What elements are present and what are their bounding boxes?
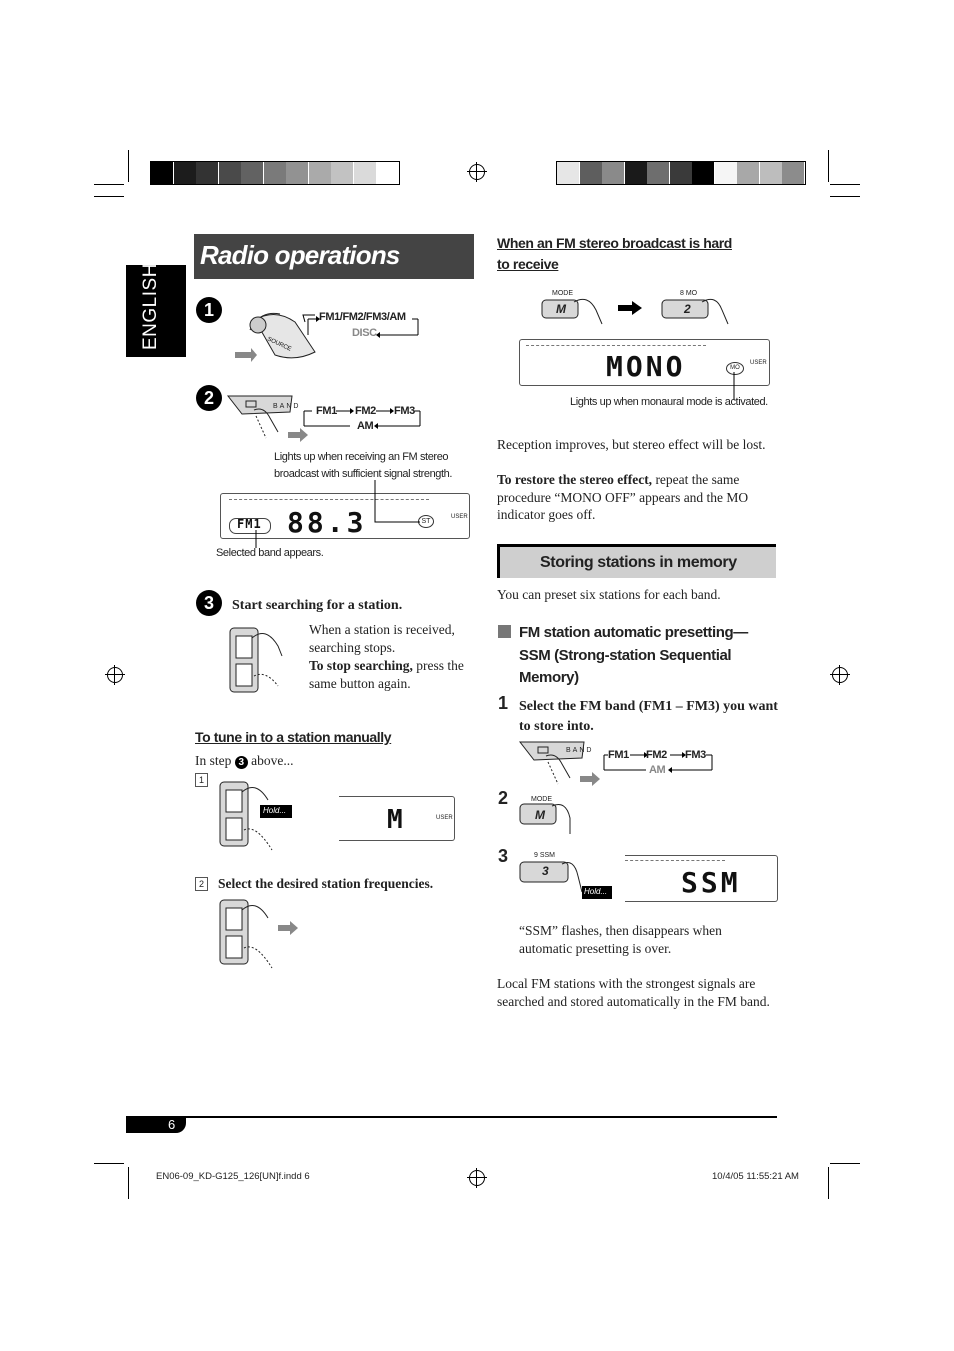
band-am: AM xyxy=(357,420,374,432)
source-label-top: FM1/FM2/FM3/AM xyxy=(319,311,406,323)
band-fm1-2: FM1 xyxy=(608,749,629,761)
color-swatch xyxy=(219,162,242,184)
slug-date: 10/4/05 11:55:21 AM xyxy=(712,1171,799,1182)
restore-bold: To restore the stereo effect, xyxy=(497,472,653,487)
mo-label: 8 MO xyxy=(680,290,698,297)
hold-badge xyxy=(260,805,292,818)
band-fm2: FM2 xyxy=(355,405,376,417)
lcd-ticks xyxy=(526,345,706,348)
lcd-mo-indicator: MO xyxy=(726,362,744,375)
preset-text: You can preset six stations for each band. xyxy=(497,587,721,602)
page-number-tab xyxy=(126,1117,186,1133)
substep-1-box: 1 xyxy=(195,773,208,787)
crop-mark xyxy=(94,184,124,185)
lcd-mono-text: MONO xyxy=(606,350,686,383)
lcd-ticks xyxy=(625,860,725,863)
color-swatch xyxy=(376,162,399,184)
hold-text-2: Hold... xyxy=(584,887,608,896)
crop-mark xyxy=(128,1167,129,1199)
seek-press-illustration xyxy=(216,898,306,973)
lcd-manual-char: M xyxy=(387,805,406,835)
band-am-2: AM xyxy=(649,764,666,776)
color-swatch xyxy=(174,162,197,184)
ssm-bullet-icon xyxy=(498,625,511,638)
color-swatch xyxy=(602,162,625,184)
footer-rule xyxy=(126,1116,777,1118)
page-number: 6 xyxy=(168,1117,176,1132)
crop-mark xyxy=(828,1167,829,1199)
registration-mark-icon xyxy=(107,667,123,683)
color-swatch xyxy=(625,162,648,184)
manual-in-step xyxy=(195,752,293,770)
color-swatch xyxy=(331,162,354,184)
registration-mark-icon xyxy=(469,1170,485,1186)
step-number-2: 2 xyxy=(196,385,222,411)
seek-buttons-illustration xyxy=(226,626,296,696)
crop-mark xyxy=(128,150,129,182)
stereo-note: Lights up when receiving an FM stereo broadcast with sufficient signal strength. xyxy=(274,451,453,480)
crop-mark xyxy=(830,1163,860,1164)
lcd-mono-user: USER xyxy=(750,360,767,366)
step3-heading: Start searching for a station. xyxy=(232,598,403,613)
color-swatch xyxy=(782,162,805,184)
step3-stop-bold: To stop searching, xyxy=(309,658,413,673)
right-step-2: 2 xyxy=(498,788,509,808)
page-title: Radio operations xyxy=(200,240,400,270)
registration-mark-icon xyxy=(469,164,485,180)
band-button-label: BAND xyxy=(273,403,301,410)
slug-file: EN06-09_KD-G125_126[UN]f.indd 6 xyxy=(156,1171,310,1182)
color-swatch xyxy=(151,162,174,184)
mono-caption: Lights up when monaural mode is activated. xyxy=(570,396,768,408)
lcd-band-text: FM1 xyxy=(237,517,262,531)
color-swatch xyxy=(737,162,760,184)
selected-band-caption: Selected band appears. xyxy=(216,547,324,559)
lcd-display-ssm xyxy=(625,855,778,902)
restore-rest: repeat the same procedure “MONO OFF” appears and the MO indicator goes off. xyxy=(497,472,749,522)
color-swatch xyxy=(286,162,309,184)
mode-label-2: MODE xyxy=(531,796,552,803)
source-label-disc: DISC xyxy=(352,327,377,339)
crop-mark xyxy=(828,150,829,182)
crop-mark xyxy=(94,196,124,197)
band-fm3-2: FM3 xyxy=(685,749,706,761)
reception-text: Reception improves, but stereo effect will be lost. xyxy=(497,437,766,452)
manual-heading: To tune in to a station manually xyxy=(195,729,392,745)
color-swatch xyxy=(647,162,670,184)
color-bar-right xyxy=(556,161,806,185)
ssm-key-label: 9 SSM xyxy=(534,852,556,859)
color-swatch xyxy=(264,162,287,184)
local-text: Local FM stations with the strongest signals are searched and stored automatically in the FM band. xyxy=(497,976,770,1009)
color-swatch xyxy=(715,162,738,184)
manual-step-ref: 3 xyxy=(235,756,248,769)
registration-mark-icon xyxy=(832,667,848,683)
color-bar-left xyxy=(150,161,400,185)
ssm-key: 3 xyxy=(542,864,549,878)
substep-2-text: Select the desired station frequencies. xyxy=(218,876,434,891)
color-swatch xyxy=(692,162,715,184)
section-title-bar xyxy=(194,234,474,279)
mode-key-2: M xyxy=(535,808,545,822)
preset2-button-illustration xyxy=(660,290,740,335)
lcd-ssm-text: SSM xyxy=(681,866,741,899)
substep-2-box: 2 xyxy=(195,877,208,891)
hold-text: Hold... xyxy=(263,806,287,815)
mo-key: 2 xyxy=(684,302,691,316)
step-number-3: 3 xyxy=(196,590,222,616)
step3-stop-rest: press the same button again. xyxy=(309,658,464,691)
crop-mark xyxy=(830,196,860,197)
step-number-1: 1 xyxy=(196,297,222,323)
ssm-flash-text: “SSM” flashes, then disappears when automatic presetting is over. xyxy=(519,923,722,956)
color-swatch xyxy=(354,162,377,184)
lcd-frequency: 88.3 xyxy=(287,506,367,539)
color-swatch xyxy=(580,162,603,184)
lcd-display-manual xyxy=(339,796,455,841)
color-swatch xyxy=(670,162,693,184)
mode-label: MODE xyxy=(552,290,573,297)
manual-in-step-post: above... xyxy=(251,753,294,768)
crop-mark xyxy=(94,1163,124,1164)
mode-key: M xyxy=(556,302,566,316)
right-step-3: 3 xyxy=(498,846,509,866)
right-step-1-text: Select the FM band (FM1 – FM3) you want to store into. xyxy=(519,699,778,734)
stereo-heading: When an FM stereo broadcast is hard to receive xyxy=(497,235,732,272)
ssm-heading: FM station automatic presetting—SSM (Strong-station Sequential Memory) xyxy=(519,624,748,686)
band-button-illustration-2 xyxy=(518,740,608,792)
hold-badge-2 xyxy=(582,886,612,899)
arrow-right-icon xyxy=(616,300,646,316)
color-swatch xyxy=(760,162,783,184)
language-tab-label: ENGLISH xyxy=(140,263,161,350)
storing-heading: Storing stations in memory xyxy=(540,554,737,571)
crop-mark xyxy=(830,184,860,185)
band-fm2-2: FM2 xyxy=(646,749,667,761)
step3-text: When a station is received, searching stops. xyxy=(309,622,455,655)
band-fm3: FM3 xyxy=(394,405,415,417)
step3-stop-text xyxy=(309,657,477,692)
right-step-1: 1 xyxy=(498,693,509,713)
color-swatch xyxy=(309,162,332,184)
color-swatch xyxy=(557,162,580,184)
lcd-st-indicator: ST xyxy=(418,515,434,528)
language-tab xyxy=(126,265,186,357)
lcd-user-indicator: USER xyxy=(451,514,468,520)
storing-header xyxy=(497,544,776,578)
manual-in-step-pre: In step xyxy=(195,753,232,768)
color-swatch xyxy=(196,162,219,184)
color-swatch xyxy=(241,162,264,184)
lcd-manual-user: USER xyxy=(436,815,453,821)
band-button-label-2: BAND xyxy=(566,747,594,754)
restore-text xyxy=(497,471,775,524)
source-knob-label: SOURCE xyxy=(266,336,292,353)
band-fm1: FM1 xyxy=(316,405,337,417)
